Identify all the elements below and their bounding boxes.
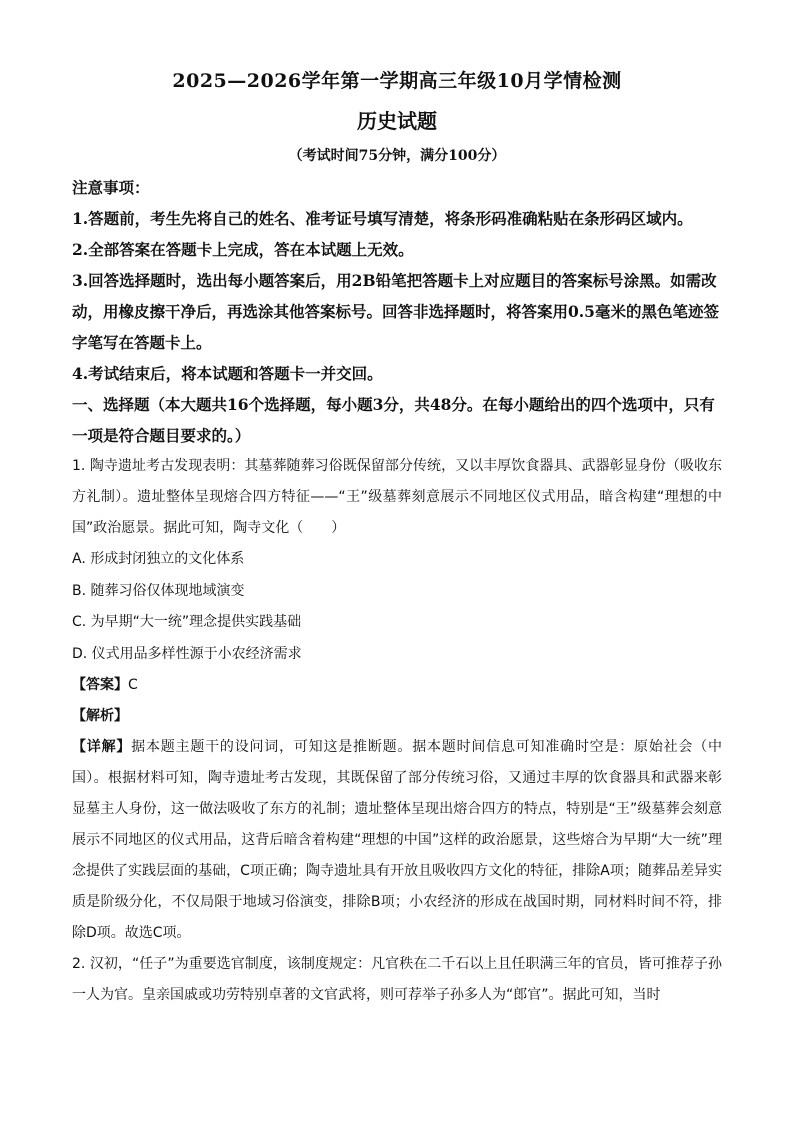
question-1-analysis-heading <box>72 701 722 732</box>
exam-page <box>72 68 722 1011</box>
question-1-option-b: B. 随葬习俗仅体现地域演变 <box>72 582 245 599</box>
exam-time-note: （考试时间75分钟，满分100分） <box>288 148 506 164</box>
subject-title: 历史试题 <box>357 109 437 133</box>
notice-item-2: 2.全部答案在答题卡上完成，答在本试题上无效。 <box>72 240 414 259</box>
question-1-option-a: A. 形成封闭独立的文化体系 <box>72 551 245 567</box>
question-1-answer <box>72 670 722 701</box>
notice-item-3: 3.回答选择题时，选出每小题答案后，用2B铅笔把答题卡上对应题目的答案标号涂黑。如需改动，用橡皮擦干净后，再选涂其他答案标号。回答非选择题时，将答案用0.5毫米的黑色笔迹签字笔写在答题卡上。 <box>72 271 719 352</box>
exam-title: 2025—2026学年第一学期高三年级10月学情检测 <box>172 70 622 92</box>
question-2-stem: 2. 汉初，“任子”为重要选官制度，该制度规定：凡官秩在二千石以上且任职满三年的官员，皆可推荐子孙一人为官。皇亲国戚或功劳特别卓著的文官武将，则可荐举子孙多人为“郎官”。据此可知，当时 <box>72 956 722 1003</box>
question-1-option-c: C. 为早期“大一统”理念提供实践基础 <box>72 614 302 630</box>
notice-section <box>72 172 722 389</box>
section-heading-choice: 一、选择题（本大题共16个选择题，每小题3分，共48分。在每小题给出的四个选项中，只有一项是符合题目要求的。） <box>72 395 715 445</box>
notice-item-1: 1.答题前，考生先将自己的姓名、准考证号填写清楚，将条形码准确粘贴在条形码区域内。 <box>72 209 693 228</box>
notice-item-4: 4.考试结束后，将本试题和答题卡一并交回。 <box>72 364 383 383</box>
detail-tag: 【详解】 <box>72 739 132 755</box>
answer-value: C <box>128 677 138 693</box>
detail-text: 据本题主题干的设问词，可知这是推断题。据本题时间信息可知准确时空是：原始社会（中国）。根据材料可知，陶寺遗址考古发现，其既保留了部分传统习俗，又通过丰厚的饮食器具和武器来彰显墓主人身份，这一做法吸收了东方的礼制；遗址整体呈现出熔合四方的特点，特别是“王”级墓葬会刻意展示不同地区的仪式用品，这背后暗含着构建“理想的中国”这样的政治愿景，这些熔合为早期“大一统”理念提供了实践层面的基础，C项正确；陶寺遗址具有开放且吸收四方文化的特征，排除A项；随葬品差异实质是阶级分化，不仅局限于地域习俗演变，排除B项；小农经济的形成在战国时期，同材料时间不符，排除D项。故选C项。 <box>72 739 723 941</box>
notice-heading: 注意事项： <box>72 178 150 197</box>
question-1-option-d: D. 仪式用品多样性源于小农经济需求 <box>72 645 302 662</box>
question-2 <box>72 949 722 1011</box>
analysis-tag: 【解析】 <box>72 708 128 724</box>
question-1-detail <box>72 732 722 949</box>
answer-tag: 【答案】 <box>72 677 128 693</box>
question-1 <box>72 451 722 949</box>
question-1-stem: 1. 陶寺遗址考古发现表明：其墓葬随葬习俗既保留部分传统，又以丰厚饮食器具、武器彰显身份（吸收东方礼制）。遗址整体呈现熔合四方特征——“王”级墓葬刻意展示不同地区仪式用品，暗含构建“理想的中国”政治愿景。据此可知，陶寺文化（ ） <box>72 458 722 536</box>
